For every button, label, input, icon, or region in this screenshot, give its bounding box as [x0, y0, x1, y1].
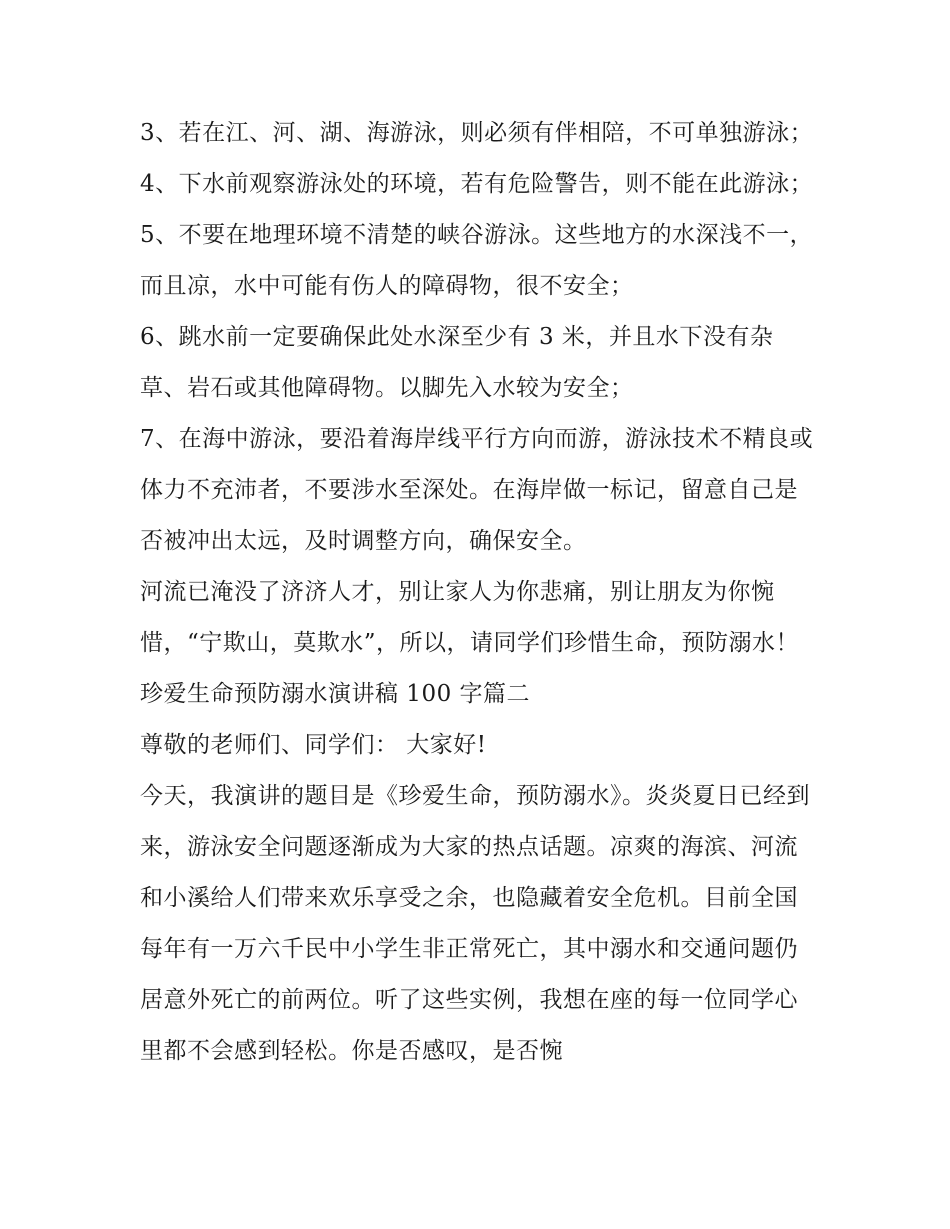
- paragraph-rule-5: 5、不要在地理环境不清楚的峡谷游泳。这些地方的水深浅不一，而且凉，水中可能有伤人的障碍物，很不安全；: [140, 222, 814, 299]
- paragraph-speech-intro: 今天，我演讲的题目是《珍爱生命，预防溺水》。炎炎夏日已经到来，游泳安全问题逐渐成为大家的热点话题。凉爽的海滨、河流和小溪给人们带来欢乐享受之余，也隐藏着安全危机。目前全国每年有一万六千民中小学生非正常死亡，其中溺水和交通问题仍居意外死亡的前两位。听了这些实例，我想在座的每一位同学心里都不会感到轻松。你是否感叹，是否惋: [140, 783, 810, 1064]
- paragraph-rule-3-4: 3、若在江、河、湖、海游泳，则必须有伴相陪，不可单独游泳； 4、下水前观察游泳处的环境，若有危险警告，则不能在此游泳；: [140, 120, 814, 197]
- paragraph-rule-6: 6、跳水前一定要确保此处水深至少有 3 米，并且水下没有杂草、岩石或其他障碍物。以脚先入水较为安全；: [140, 324, 774, 401]
- paragraph-greeting: 尊敬的老师们、同学们： 大家好!: [140, 732, 487, 758]
- document-body: [140, 108, 820, 1077]
- paragraph-closing-and-section-title: 河流已淹没了济济人才，别让家人为你悲痛，别让朋友为你惋惜，“宁欺山，莫欺水”，所以，请同学们珍惜生命，预防溺水！ 珍爱生命预防溺水演讲稿 100 字篇二: [140, 579, 800, 707]
- paragraph-rule-7: 7、在海中游泳，要沿着海岸线平行方向而游，游泳技术不精良或体力不充沛者，不要涉水至深处。在海岸做一标记，留意自己是否被冲出太远，及时调整方向，确保安全。: [140, 426, 814, 554]
